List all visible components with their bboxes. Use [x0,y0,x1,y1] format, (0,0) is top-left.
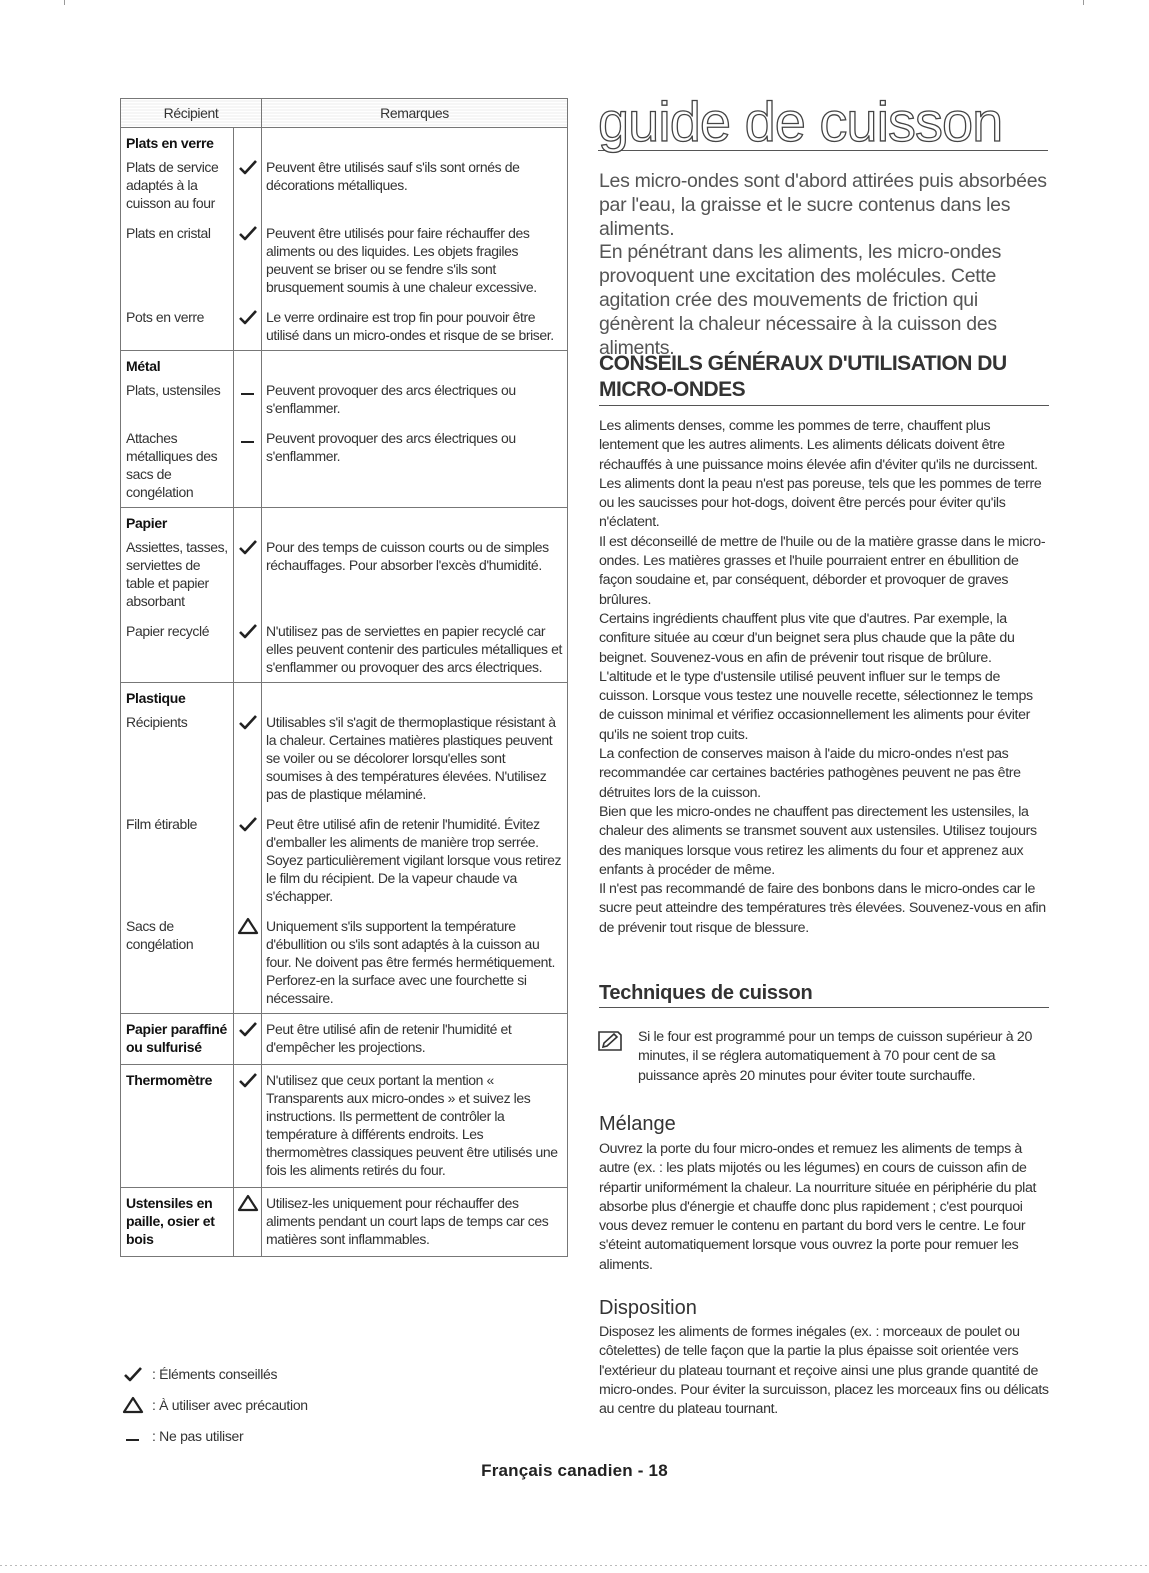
dash-icon [122,1427,144,1445]
legend-item-check [122,1358,308,1389]
dash-icon [237,381,259,399]
legend [122,1358,308,1451]
item-name: Plats en cristal [126,225,211,241]
category-remark [262,351,568,382]
item-mark [234,538,262,622]
category-name: Ustensiles en paille, osier et bois [121,1188,234,1257]
intro-paragraph: En pénétrant dans les aliments, les micro-ondes provoquent une excitation des molécules. Cette agitation crée des mouvements de friction qui génèrent la chaleur nécessaire à la cuisson des aliments. [599,241,1002,359]
category-remark: N'utilisez que ceux portant la mention « Transparents aux micro-ondes » et suivez les instructions. Ils permettent de contrôler la température à différents endroits. Les thermomètres classiques peuvent être utilisés une fois les aliments retirés du four. [262,1065,568,1188]
category-remark [262,508,568,539]
item-name: Attaches métalliques des sacs de congélation [126,430,218,500]
item-name: Film étirable [126,816,198,832]
item-mark [234,713,262,815]
table-row [121,815,568,917]
intro-text [599,170,1049,360]
crop-mark [64,0,65,5]
item-name: Papier recyclé [126,623,210,639]
crop-mark [1083,0,1084,5]
table-row [121,622,568,683]
advice-paragraph: L'altitude et le type d'ustensile utilisé peuvent influer sur le temps de cuisson. Lorsque vous testez une nouvelle recette, sélectionnez le temps de cuisson minimal et vérifiez occasionnellement les aliments pour éviter qu'ils ne soient trop cuits. [599,668,1033,743]
check-icon [237,1020,259,1038]
table-row [121,224,568,308]
check-icon [122,1365,144,1383]
item-remark: Peut être utilisé afin de retenir l'humidité. Évitez d'emballer les aliments de manière trop serrée. Soyez particulièrement vigilant lorsque vous retirez le film du récipient. De la vapeur chaude va s'échapper. [262,815,568,917]
advice-paragraph: Il est déconseillé de mettre de l'huile ou de la matière grasse dans le micro-ondes. Les matières grasses et l'huile pourraient entrer en ébullition de façon soudaine et, par conséquent, déborder et provoquer de graves brûlures. [599,533,1046,608]
table-row [121,158,568,224]
check-icon [237,622,259,640]
disposition-paragraph: Disposez les aliments de formes inégales (ex. : morceaux de poulet ou côtelettes) de telle façon que la partie la plus épaisse soit orientée vers l'extérieur du plateau tournant et reçoive ainsi une plus grande quantité de micro-ondes. Pour éviter la surcuisson, placez les morceaux fins ou délicats au centre du plateau tournant. [599,1324,1049,1418]
legend-label: : Éléments conseillés [152,1365,278,1382]
category-name: Papier paraffiné ou sulfurisé [121,1014,234,1065]
note-pencil-icon [596,1028,624,1054]
item-name: Plats de service adaptés à la cuisson au four [126,159,219,211]
item-mark [234,381,262,429]
intro-paragraph: Les micro-ondes sont d'abord attirées puis absorbées par l'eau, la graisse et le sucre contenus dans les aliments. [599,170,1047,240]
advice-paragraph: La confection de conserves maison à l'aide du micro-ondes n'est pas recommandée car certaines bactéries pathogènes peuvent ne pas être détruites lors de la cuisson. [599,746,1021,801]
note-block [596,1028,1046,1086]
item-remark: Pour des temps de cuisson courts ou de simples réchauffages. Pour absorber l'excès d'humidité. [262,538,568,622]
item-remark: Le verre ordinaire est trop fin pour pouvoir être utilisé dans un micro-ondes et risque de se briser. [262,308,568,351]
item-remark: Peuvent provoquer des arcs électriques ou s'enflammer. [262,429,568,508]
category-mark [234,508,262,539]
table-row [121,308,568,351]
legend-label: : Ne pas utiliser [152,1427,244,1444]
table-body [121,128,568,1257]
item-remark: Peuvent provoquer des arcs électriques ou s'enflammer. [262,381,568,429]
category-mark [234,683,262,714]
header-recipient: Récipient [121,99,262,128]
advice-paragraph: Les aliments dont la peau n'est pas poreuse, tels que les pommes de terre ou les saucisses pour hot-dogs, doivent être percés pour éviter qu'ils n'éclatent. [599,475,1042,531]
category-remark [262,128,568,159]
check-icon [237,538,259,556]
item-remark: Peuvent être utilisés pour faire réchauffer des aliments ou des liquides. Les objets fragiles peuvent se briser ou se fendre s'ils sont brusquement soumis à une chaleur excessive. [262,224,568,308]
bottom-border [0,1565,1149,1566]
category-name: Plastique [121,683,234,714]
section-title [599,351,1049,406]
item-mark [234,815,262,917]
check-icon [237,1071,259,1089]
table-row [121,381,568,429]
category-name: Métal [121,351,234,382]
category-remark: Utilisez-les uniquement pour réchauffer des aliments pendant un court laps de temps car ces matières sont inflammables. [262,1188,568,1257]
legend-label: : À utiliser avec précaution [152,1396,308,1413]
section-title-line: MICRO-ONDES [599,378,746,401]
category-row [121,508,568,539]
item-mark [234,308,262,351]
page-footer: Français canadien - 18 [481,1461,668,1480]
category-remark: Peut être utilisé afin de retenir l'humidité et d'empêcher les projections. [262,1014,568,1065]
category-name: Plats en verre [121,128,234,159]
note-text: Si le four est programmé pour un temps de cuisson supérieur à 20 minutes, il se réglera automatiquement à 70 pour cent de sa puissance après 20 minutes pour éviter toute surchauffe. [638,1029,1032,1084]
advice-paragraph: Certains ingrédients chauffent plus vite que d'autres. Par exemple, la confiture située au cœur d'un beignet sera plus chaude que la pâte du beignet. Souvenez-vous en afin de prévenir tout risque de brûlure. [599,610,1015,666]
disposition-title: Disposition [599,1297,697,1319]
category-name: Thermomètre [121,1065,234,1188]
utensil-table [120,98,568,1257]
category-remark [262,683,568,714]
table-row [121,429,568,508]
advice-paragraph: Les aliments denses, comme les pommes de terre, chauffent plus lentement que les autres aliments. Les aliments délicats doivent être réchauffés à une puissance moins élevée afin d'éviter qu'ils ne durcissent. [599,418,1038,473]
melange-paragraph: Ouvrez la porte du four micro-ondes et remuez les aliments de temps à autre (ex. : les plats mijotés ou les légumes) en cours de cuisson afin de répartir uniformément la chaleur. La nourriture située en périphérie du plat absorbe plus d'énergie et chauffe donc plus rapidement ; c'est pourquoi vous devez remuer le contenu en partant du bord vers le centre. Le four s'éteint automatiquement lorsque vous ouvrez la porte pour remuer les aliments. [599,1141,1037,1273]
category-mark [234,128,262,159]
legend-item-triangle [122,1389,308,1420]
disposition-text [599,1323,1049,1419]
item-mark [234,429,262,508]
item-name: Récipients [126,714,188,730]
dash-icon [237,429,259,447]
category-row [121,683,568,714]
category-row [121,1014,568,1065]
table-row [121,538,568,622]
check-icon [237,308,259,326]
legend-item-dash [122,1420,308,1451]
techniques-title: Techniques de cuisson [599,981,1049,1008]
advice-paragraph: Bien que les micro-ondes ne chauffent pas directement les ustensiles, la chaleur des aliments se transmet souvent aux ustensiles. Utilisez toujours des maniques lorsque vous retirez les aliments du four et apprenez aux enfants à procéder de même. [599,803,1037,878]
check-icon [237,815,259,833]
item-remark: Uniquement s'ils supportent la température d'ébullition ou s'ils sont adaptés à la cuisson au four. Ne doivent pas être fermés hermétiquement. Perforez-en la surface avec une fourchette si nécessaire. [262,917,568,1014]
item-name: Assiettes, tasses, serviettes de table et papier absorbant [126,539,228,609]
category-name: Papier [121,508,234,539]
warning-triangle-icon [237,917,259,935]
page-title: guide de cuisson [598,92,1048,151]
table-row [121,917,568,1014]
general-advice [599,417,1049,938]
item-name: Plats, ustensiles [126,382,221,398]
warning-triangle-icon [122,1396,144,1414]
item-remark: N'utilisez pas de serviettes en papier recyclé car elles peuvent contenir des particules métalliques et s'enflammer ou provoquer des arcs électriques. [262,622,568,683]
category-mark [234,1188,262,1257]
melange-title: Mélange [599,1113,676,1135]
item-mark [234,622,262,683]
category-mark [234,1014,262,1065]
category-mark [234,351,262,382]
category-row [121,128,568,159]
table-row [121,713,568,815]
item-name: Pots en verre [126,309,205,325]
item-mark [234,917,262,1014]
item-remark: Peuvent être utilisés sauf s'ils sont ornés de décorations métalliques. [262,158,568,224]
item-mark [234,158,262,224]
item-name: Sacs de congélation [126,918,194,952]
category-row [121,1065,568,1188]
melange-text [599,1140,1049,1275]
check-icon [237,158,259,176]
check-icon [237,713,259,731]
item-remark: Utilisables s'il s'agit de thermoplastique résistant à la chaleur. Certaines matières plastiques peuvent se voiler ou se décolorer lorsqu'elles sont soumises à des températures élevées. N'utilisez pas de plastique mélaminé. [262,713,568,815]
advice-paragraph: Il n'est pas recommandé de faire des bonbons dans le micro-ondes car le sucre peut atteindre des températures très élevées. Souvenez-vous en afin de prévenir tout risque de blessure. [599,881,1046,936]
section-title-line: CONSEILS GÉNÉRAUX D'UTILISATION DU [599,352,1007,375]
check-icon [237,224,259,242]
warning-triangle-icon [237,1194,259,1212]
item-mark [234,224,262,308]
header-remarks: Remarques [262,99,568,128]
category-row [121,351,568,382]
table-header-row [121,99,568,128]
category-row [121,1188,568,1257]
category-mark [234,1065,262,1188]
